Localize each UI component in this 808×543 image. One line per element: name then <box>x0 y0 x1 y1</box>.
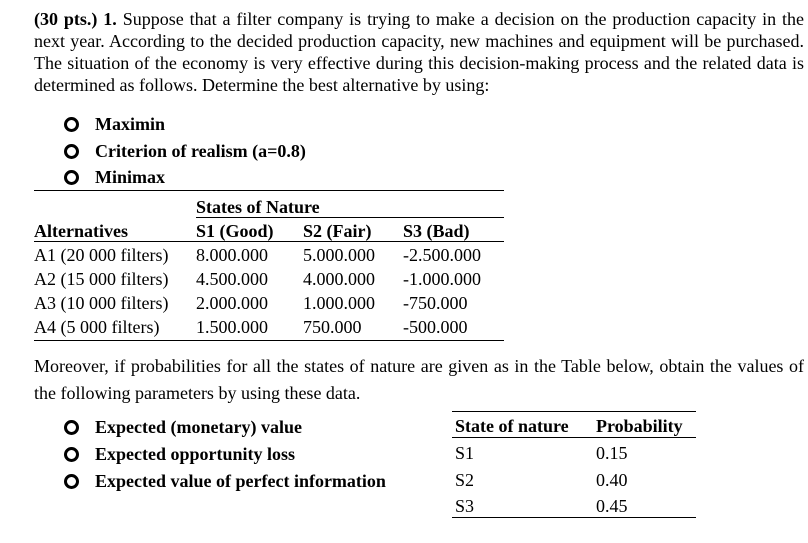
table-cell: -750.000 <box>403 293 468 313</box>
bullet-circle-icon <box>64 117 79 132</box>
bullet-circle-icon <box>64 474 79 489</box>
table-cell: S2 <box>455 470 475 490</box>
criteria-label: Criterion of realism (a=0.8) <box>95 141 306 161</box>
table-cell: 1.500.000 <box>196 317 268 337</box>
column-header: Probability <box>596 416 683 436</box>
table-cell: 4.000.000 <box>303 269 375 289</box>
table-rule <box>34 190 504 191</box>
column-header: S3 (Bad) <box>403 221 470 241</box>
table-cell: A3 (10 000 filters) <box>34 293 169 313</box>
table-cell: 4.500.000 <box>196 269 268 289</box>
table-cell: 0.40 <box>596 470 628 490</box>
table-cell: 2.000.000 <box>196 293 268 313</box>
parameter-item <box>64 417 302 438</box>
table-rule <box>34 241 504 242</box>
table-cell: -500.000 <box>403 317 468 337</box>
bullet-circle-icon <box>64 170 79 185</box>
problem-intro: Suppose that a filter company is trying to make a decision on the production capacity in the next year. According to the decided production capacity, new machines and equipment will be purchased. The situation of the economy is very effective during this decision-making process and the related data is determined as follows. Determine the best alternative by using: <box>34 9 805 95</box>
parameter-label: Expected opportunity loss <box>95 444 296 464</box>
problem-points: (30 pts.) 1. <box>34 9 117 29</box>
column-header: Alternatives <box>34 221 128 241</box>
table-cell: A2 (15 000 filters) <box>34 269 169 289</box>
table-cell: 1.000.000 <box>303 293 375 313</box>
table-cell: A1 (20 000 filters) <box>34 245 169 265</box>
table-cell: -2.500.000 <box>403 245 481 265</box>
table-cell: -1.000.000 <box>403 269 481 289</box>
table-rule <box>452 437 696 438</box>
criteria-label: Minimax <box>95 167 165 187</box>
column-header: S2 (Fair) <box>303 221 372 241</box>
criteria-item <box>64 114 165 135</box>
criteria-item <box>64 141 306 162</box>
table-cell: 0.15 <box>596 443 628 463</box>
criteria-label: Maximin <box>95 114 165 134</box>
table-cell: 750.000 <box>303 317 362 337</box>
bullet-circle-icon <box>64 144 79 159</box>
table-rule <box>452 411 696 412</box>
criteria-item <box>64 167 165 188</box>
column-header: S1 (Good) <box>196 221 274 241</box>
parameter-label: Expected (monetary) value <box>95 417 302 437</box>
table-rule <box>196 217 504 218</box>
table-rule <box>452 517 696 518</box>
table-rule <box>34 340 504 341</box>
parameter-item <box>64 444 295 465</box>
moreover-text: Moreover, if probabilities for all the states of nature are given as in the Table below, obtain the values of the following parameters by using these data. <box>34 356 804 403</box>
bullet-circle-icon <box>64 447 79 462</box>
table-cell: 8.000.000 <box>196 245 268 265</box>
table-cell: A4 (5 000 filters) <box>34 317 160 337</box>
parameter-label: Expected value of perfect information <box>95 471 386 491</box>
bullet-circle-icon <box>64 420 79 435</box>
problem-statement <box>34 8 804 96</box>
table-cell: S3 <box>455 496 475 516</box>
table-cell: S1 <box>455 443 475 463</box>
parameter-item <box>64 471 386 492</box>
table-cell: 5.000.000 <box>303 245 375 265</box>
column-header: State of nature <box>455 416 569 436</box>
states-of-nature-header: States of Nature <box>196 197 320 217</box>
table-cell: 0.45 <box>596 496 628 516</box>
